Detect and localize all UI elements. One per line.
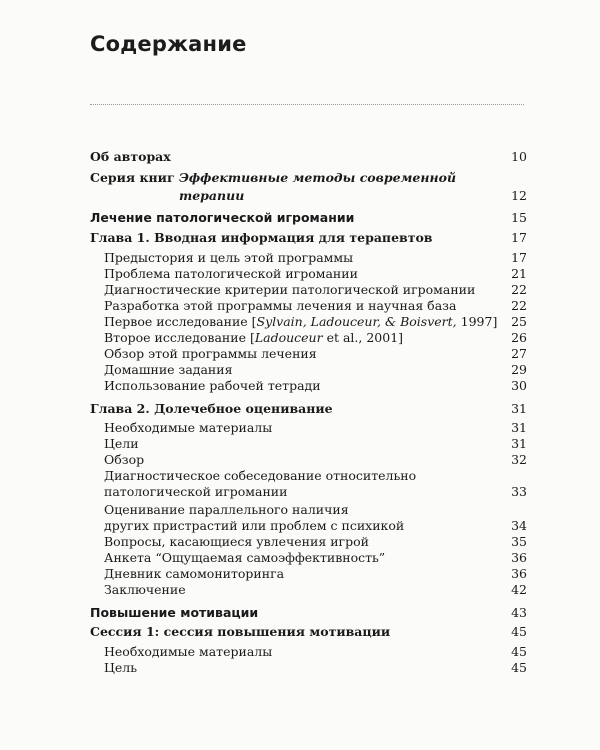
label-part: Второе исследование [ [104,330,255,345]
toc-entry-page: 10 [511,149,527,164]
toc-entry-label: Анкета “Ощущаемая самоэффективность” [104,550,386,565]
toc-entry-label: Цель [104,660,138,675]
toc-entry[interactable] [0,168,600,188]
toc-entry-label: терапии [179,188,245,203]
toc-entry-page: 31 [511,420,527,435]
toc-entry-label: Вопросы, касающиеся увлечения игрой [104,534,369,549]
toc-entry-page: 26 [511,330,527,345]
toc-entry-label: Диагностические критерии патологической игромании [104,282,476,297]
toc-entry-page: 15 [511,210,527,225]
label-part: Первое исследование [ [104,314,257,329]
toc-entry-page: 12 [511,188,527,203]
toc-chapter[interactable] [0,622,600,642]
label-part: 1997] [456,314,498,329]
toc-entry[interactable] [0,658,600,678]
toc-entry-label: других пристрастий или проблем с психикой [104,518,405,533]
toc-entry-page: 31 [511,436,527,451]
toc-entry-label: Обзор [104,452,145,467]
page-title: Содержание [90,32,247,56]
toc-entry-label: Лечение патологической игромании [90,210,355,225]
toc-chapter[interactable] [0,228,600,248]
toc-entry-label [90,168,456,188]
toc-entry-label: Диагностическое собеседование относительно [104,468,417,483]
toc-chapter[interactable] [0,399,600,419]
toc-entry-label: Разработка этой программы лечения и научная база [104,298,457,313]
toc-entry-page: 17 [511,230,527,245]
label-italic-part: Sylvain, Ladouceur, & Boisvert, [256,314,457,329]
toc-entry-page: 22 [511,282,527,297]
toc-part[interactable] [0,603,600,623]
toc-entry-label: Цели [104,436,139,451]
label-italic-part: Ladouceur [254,330,323,345]
toc-entry-label: Глава 2. Долечебное оценивание [90,401,333,416]
toc-entry-page: 34 [511,518,527,533]
toc-entry-page: 17 [511,250,527,265]
toc-entry-page: 22 [511,298,527,313]
toc-entry-label: Необходимые материалы [104,644,273,659]
toc-entry[interactable] [0,376,600,396]
toc-entry-page: 45 [511,644,527,659]
toc-entry-continuation[interactable] [0,186,600,206]
toc-entry-label: Использование рабочей тетради [104,378,321,393]
toc-entry-label: Об авторах [90,149,171,164]
label-italic-part: Эффективные методы современной [178,170,457,185]
toc-entry-page: 27 [511,346,527,361]
toc-entry-label: Повышение мотивации [90,605,259,620]
toc-entry-label: Домашние задания [104,362,233,377]
toc-entry-page: 36 [511,550,527,565]
toc-entry-label: Оценивание параллельного наличия [104,502,349,517]
toc-entry-page: 35 [511,534,527,549]
label-part: Серия книг [90,170,179,185]
toc-entry-page: 29 [511,362,527,377]
toc-entry[interactable] [0,147,600,167]
toc-entry-label: Обзор этой программы лечения [104,346,317,361]
toc-entry-label: Заключение [104,582,186,597]
toc-entry-page: 25 [511,314,527,329]
toc-entry-continuation[interactable] [0,482,600,502]
toc-entry-page: 43 [511,605,527,620]
toc-entry-page: 36 [511,566,527,581]
toc-entry-page: 32 [511,452,527,467]
toc-entry-label: Дневник самомониторинга [104,566,285,581]
toc-entry-page: 21 [511,266,527,281]
toc-entry-page: 33 [511,484,527,499]
toc-entry-page: 45 [511,624,527,639]
label-part: et al., 2001] [322,330,404,345]
toc-entry-page: 30 [511,378,527,393]
toc-part[interactable] [0,208,600,228]
toc-entry-label: Глава 1. Вводная информация для терапевтов [90,230,433,245]
toc-entry-label: Сессия 1: сессия повышения мотивации [90,624,391,639]
toc-entry-label: Предыстория и цель этой программы [104,250,354,265]
toc-entry-page: 31 [511,401,527,416]
toc-entry-page: 45 [511,660,527,675]
toc-entry-label: Необходимые материалы [104,420,273,435]
toc-entry-label: Проблема патологической игромании [104,266,358,281]
toc-entry-page: 42 [511,582,527,597]
toc-entry-label: патологической игромании [104,484,288,499]
toc-entry[interactable] [0,580,600,600]
